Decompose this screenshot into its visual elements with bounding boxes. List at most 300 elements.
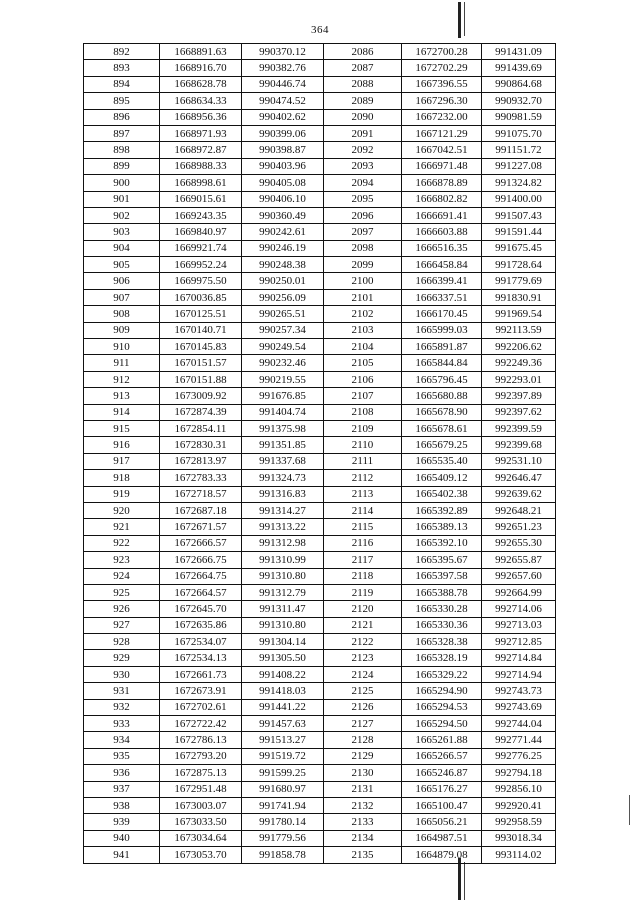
y-coordinate-cell: 990474.52 <box>242 93 324 109</box>
table-row <box>84 355 556 371</box>
x-coordinate-cell: 1673009.92 <box>160 388 242 404</box>
table-row <box>84 273 556 289</box>
table-row <box>84 470 556 486</box>
table-row <box>84 60 556 76</box>
y-coordinate-cell: 991780.14 <box>242 814 324 830</box>
x-coordinate-cell: 1673033.50 <box>160 814 242 830</box>
point-number-cell: 915 <box>84 420 160 436</box>
x-coordinate-cell: 1667296.30 <box>402 93 482 109</box>
x-coordinate-cell: 1666337.51 <box>402 289 482 305</box>
point-number-cell: 894 <box>84 76 160 92</box>
table-row <box>84 584 556 600</box>
y-coordinate-cell: 992744.04 <box>482 716 556 732</box>
point-number-cell: 911 <box>84 355 160 371</box>
x-coordinate-cell: 1668971.93 <box>160 125 242 141</box>
table-row <box>84 453 556 469</box>
x-coordinate-cell: 1672830.31 <box>160 437 242 453</box>
point-number-cell: 936 <box>84 765 160 781</box>
point-number-cell: 2099 <box>324 257 402 273</box>
y-coordinate-cell: 991418.03 <box>242 683 324 699</box>
x-coordinate-cell: 1670036.85 <box>160 289 242 305</box>
point-number-cell: 2096 <box>324 207 402 223</box>
x-coordinate-cell: 1668891.63 <box>160 44 242 60</box>
point-number-cell: 2132 <box>324 797 402 813</box>
x-coordinate-cell: 1665330.36 <box>402 617 482 633</box>
y-coordinate-cell: 990405.08 <box>242 175 324 191</box>
x-coordinate-cell: 1665402.38 <box>402 486 482 502</box>
x-coordinate-cell: 1665409.12 <box>402 470 482 486</box>
x-coordinate-cell: 1669243.35 <box>160 207 242 223</box>
point-number-cell: 923 <box>84 552 160 568</box>
y-coordinate-cell: 992771.44 <box>482 732 556 748</box>
y-coordinate-cell: 990242.61 <box>242 224 324 240</box>
y-coordinate-cell: 992657.60 <box>482 568 556 584</box>
point-number-cell: 2133 <box>324 814 402 830</box>
y-coordinate-cell: 990248.38 <box>242 257 324 273</box>
point-number-cell: 2107 <box>324 388 402 404</box>
x-coordinate-cell: 1669921.74 <box>160 240 242 256</box>
y-coordinate-cell: 990402.62 <box>242 109 324 125</box>
x-coordinate-cell: 1672534.07 <box>160 634 242 650</box>
x-coordinate-cell: 1672874.39 <box>160 404 242 420</box>
point-number-cell: 924 <box>84 568 160 584</box>
x-coordinate-cell: 1672813.97 <box>160 453 242 469</box>
y-coordinate-cell: 991441.22 <box>242 699 324 715</box>
table-row <box>84 519 556 535</box>
point-number-cell: 2128 <box>324 732 402 748</box>
x-coordinate-cell: 1669015.61 <box>160 191 242 207</box>
x-coordinate-cell: 1664879.08 <box>402 847 482 863</box>
point-number-cell: 2089 <box>324 93 402 109</box>
x-coordinate-cell: 1666878.89 <box>402 175 482 191</box>
table-row <box>84 634 556 650</box>
y-coordinate-cell: 991310.80 <box>242 568 324 584</box>
point-number-cell: 2113 <box>324 486 402 502</box>
y-coordinate-cell: 992655.30 <box>482 535 556 551</box>
y-coordinate-cell: 992743.73 <box>482 683 556 699</box>
x-coordinate-cell: 1670145.83 <box>160 339 242 355</box>
y-coordinate-cell: 991313.22 <box>242 519 324 535</box>
point-number-cell: 2095 <box>324 191 402 207</box>
x-coordinate-cell: 1672673.91 <box>160 683 242 699</box>
y-coordinate-cell: 991400.00 <box>482 191 556 207</box>
scan-artifact-mark <box>458 858 461 900</box>
y-coordinate-cell: 991439.69 <box>482 60 556 76</box>
x-coordinate-cell: 1668956.36 <box>160 109 242 125</box>
y-coordinate-cell: 991304.14 <box>242 634 324 650</box>
y-coordinate-cell: 992399.68 <box>482 437 556 453</box>
point-number-cell: 2088 <box>324 76 402 92</box>
y-coordinate-cell: 992293.01 <box>482 371 556 387</box>
point-number-cell: 928 <box>84 634 160 650</box>
y-coordinate-cell: 990981.59 <box>482 109 556 125</box>
x-coordinate-cell: 1672645.70 <box>160 601 242 617</box>
y-coordinate-cell: 991408.22 <box>242 666 324 682</box>
table-row <box>84 240 556 256</box>
x-coordinate-cell: 1665796.45 <box>402 371 482 387</box>
table-row <box>84 207 556 223</box>
y-coordinate-cell: 991311.47 <box>242 601 324 617</box>
x-coordinate-cell: 1666516.35 <box>402 240 482 256</box>
y-coordinate-cell: 991457.63 <box>242 716 324 732</box>
table-row <box>84 125 556 141</box>
table-row <box>84 830 556 846</box>
point-number-cell: 2119 <box>324 584 402 600</box>
x-coordinate-cell: 1665999.03 <box>402 322 482 338</box>
x-coordinate-cell: 1670151.57 <box>160 355 242 371</box>
y-coordinate-cell: 992397.89 <box>482 388 556 404</box>
table-row <box>84 502 556 518</box>
x-coordinate-cell: 1672786.13 <box>160 732 242 748</box>
x-coordinate-cell: 1665176.27 <box>402 781 482 797</box>
y-coordinate-cell: 991316.83 <box>242 486 324 502</box>
point-number-cell: 920 <box>84 502 160 518</box>
x-coordinate-cell: 1665679.25 <box>402 437 482 453</box>
point-number-cell: 2123 <box>324 650 402 666</box>
y-coordinate-cell: 992648.21 <box>482 502 556 518</box>
coordinate-table <box>83 43 556 864</box>
y-coordinate-cell: 991431.09 <box>482 44 556 60</box>
x-coordinate-cell: 1666170.45 <box>402 306 482 322</box>
point-number-cell: 927 <box>84 617 160 633</box>
point-number-cell: 893 <box>84 60 160 76</box>
point-number-cell: 2118 <box>324 568 402 584</box>
x-coordinate-cell: 1672702.29 <box>402 60 482 76</box>
x-coordinate-cell: 1665389.13 <box>402 519 482 535</box>
point-number-cell: 2104 <box>324 339 402 355</box>
table-row <box>84 306 556 322</box>
point-number-cell: 2093 <box>324 158 402 174</box>
point-number-cell: 2108 <box>324 404 402 420</box>
y-coordinate-cell: 992646.47 <box>482 470 556 486</box>
y-coordinate-cell: 990398.87 <box>242 142 324 158</box>
y-coordinate-cell: 993114.02 <box>482 847 556 863</box>
point-number-cell: 925 <box>84 584 160 600</box>
point-number-cell: 903 <box>84 224 160 240</box>
y-coordinate-cell: 990232.46 <box>242 355 324 371</box>
y-coordinate-cell: 992531.10 <box>482 453 556 469</box>
point-number-cell: 921 <box>84 519 160 535</box>
x-coordinate-cell: 1665261.88 <box>402 732 482 748</box>
x-coordinate-cell: 1665680.88 <box>402 388 482 404</box>
point-number-cell: 2110 <box>324 437 402 453</box>
point-number-cell: 895 <box>84 93 160 109</box>
point-number-cell: 910 <box>84 339 160 355</box>
y-coordinate-cell: 991591.44 <box>482 224 556 240</box>
point-number-cell: 2091 <box>324 125 402 141</box>
y-coordinate-cell: 992655.87 <box>482 552 556 568</box>
y-coordinate-cell: 991227.08 <box>482 158 556 174</box>
point-number-cell: 916 <box>84 437 160 453</box>
point-number-cell: 939 <box>84 814 160 830</box>
table-row <box>84 388 556 404</box>
y-coordinate-cell: 991351.85 <box>242 437 324 453</box>
point-number-cell: 912 <box>84 371 160 387</box>
x-coordinate-cell: 1669952.24 <box>160 257 242 273</box>
point-number-cell: 2102 <box>324 306 402 322</box>
y-coordinate-cell: 992743.69 <box>482 699 556 715</box>
y-coordinate-cell: 992249.36 <box>482 355 556 371</box>
table-row <box>84 404 556 420</box>
y-coordinate-cell: 990399.06 <box>242 125 324 141</box>
y-coordinate-cell: 992399.59 <box>482 420 556 436</box>
page-number: 364 <box>311 24 329 36</box>
x-coordinate-cell: 1665294.50 <box>402 716 482 732</box>
y-coordinate-cell: 991858.78 <box>242 847 324 863</box>
x-coordinate-cell: 1672534.13 <box>160 650 242 666</box>
x-coordinate-cell: 1672687.18 <box>160 502 242 518</box>
point-number-cell: 899 <box>84 158 160 174</box>
point-number-cell: 918 <box>84 470 160 486</box>
x-coordinate-cell: 1672664.75 <box>160 568 242 584</box>
table-row <box>84 158 556 174</box>
y-coordinate-cell: 991075.70 <box>482 125 556 141</box>
y-coordinate-cell: 991312.98 <box>242 535 324 551</box>
y-coordinate-cell: 991404.74 <box>242 404 324 420</box>
y-coordinate-cell: 990246.19 <box>242 240 324 256</box>
x-coordinate-cell: 1665100.47 <box>402 797 482 813</box>
x-coordinate-cell: 1666399.41 <box>402 273 482 289</box>
point-number-cell: 2116 <box>324 535 402 551</box>
point-number-cell: 904 <box>84 240 160 256</box>
scan-artifact-mark <box>464 862 465 900</box>
x-coordinate-cell: 1668634.33 <box>160 93 242 109</box>
point-number-cell: 2115 <box>324 519 402 535</box>
y-coordinate-cell: 992714.94 <box>482 666 556 682</box>
point-number-cell: 2127 <box>324 716 402 732</box>
y-coordinate-cell: 992920.41 <box>482 797 556 813</box>
x-coordinate-cell: 1672951.48 <box>160 781 242 797</box>
x-coordinate-cell: 1667396.55 <box>402 76 482 92</box>
y-coordinate-cell: 991675.45 <box>482 240 556 256</box>
point-number-cell: 902 <box>84 207 160 223</box>
x-coordinate-cell: 1670151.88 <box>160 371 242 387</box>
x-coordinate-cell: 1665397.58 <box>402 568 482 584</box>
point-number-cell: 2103 <box>324 322 402 338</box>
x-coordinate-cell: 1666691.41 <box>402 207 482 223</box>
table-row <box>84 797 556 813</box>
y-coordinate-cell: 993018.34 <box>482 830 556 846</box>
point-number-cell: 2111 <box>324 453 402 469</box>
table-row <box>84 568 556 584</box>
x-coordinate-cell: 1672875.13 <box>160 765 242 781</box>
point-number-cell: 2101 <box>324 289 402 305</box>
table-row <box>84 781 556 797</box>
x-coordinate-cell: 1665056.21 <box>402 814 482 830</box>
y-coordinate-cell: 991676.85 <box>242 388 324 404</box>
point-number-cell: 901 <box>84 191 160 207</box>
y-coordinate-cell: 990249.54 <box>242 339 324 355</box>
point-number-cell: 908 <box>84 306 160 322</box>
table-row <box>84 748 556 764</box>
point-number-cell: 922 <box>84 535 160 551</box>
point-number-cell: 2105 <box>324 355 402 371</box>
y-coordinate-cell: 990265.51 <box>242 306 324 322</box>
y-coordinate-cell: 990256.09 <box>242 289 324 305</box>
y-coordinate-cell: 991337.68 <box>242 453 324 469</box>
point-number-cell: 2124 <box>324 666 402 682</box>
table-row <box>84 552 556 568</box>
x-coordinate-cell: 1672783.33 <box>160 470 242 486</box>
y-coordinate-cell: 991680.97 <box>242 781 324 797</box>
point-number-cell: 937 <box>84 781 160 797</box>
point-number-cell: 941 <box>84 847 160 863</box>
point-number-cell: 935 <box>84 748 160 764</box>
point-number-cell: 2087 <box>324 60 402 76</box>
point-number-cell: 907 <box>84 289 160 305</box>
x-coordinate-cell: 1664987.51 <box>402 830 482 846</box>
point-number-cell: 938 <box>84 797 160 813</box>
x-coordinate-cell: 1667232.00 <box>402 109 482 125</box>
y-coordinate-cell: 990932.70 <box>482 93 556 109</box>
x-coordinate-cell: 1672666.57 <box>160 535 242 551</box>
y-coordinate-cell: 990446.74 <box>242 76 324 92</box>
x-coordinate-cell: 1668998.61 <box>160 175 242 191</box>
point-number-cell: 932 <box>84 699 160 715</box>
point-number-cell: 913 <box>84 388 160 404</box>
table-row <box>84 716 556 732</box>
table-row <box>84 732 556 748</box>
point-number-cell: 929 <box>84 650 160 666</box>
x-coordinate-cell: 1669975.50 <box>160 273 242 289</box>
y-coordinate-cell: 992639.62 <box>482 486 556 502</box>
x-coordinate-cell: 1665392.10 <box>402 535 482 551</box>
y-coordinate-cell: 991310.80 <box>242 617 324 633</box>
y-coordinate-cell: 991513.27 <box>242 732 324 748</box>
y-coordinate-cell: 991779.69 <box>482 273 556 289</box>
table-row <box>84 650 556 666</box>
table-row <box>84 699 556 715</box>
x-coordinate-cell: 1666802.82 <box>402 191 482 207</box>
table-row <box>84 683 556 699</box>
table-row <box>84 93 556 109</box>
x-coordinate-cell: 1668916.70 <box>160 60 242 76</box>
table-row <box>84 617 556 633</box>
table-row <box>84 535 556 551</box>
x-coordinate-cell: 1665392.89 <box>402 502 482 518</box>
point-number-cell: 898 <box>84 142 160 158</box>
y-coordinate-cell: 992856.10 <box>482 781 556 797</box>
point-number-cell: 919 <box>84 486 160 502</box>
y-coordinate-cell: 992713.03 <box>482 617 556 633</box>
point-number-cell: 2090 <box>324 109 402 125</box>
point-number-cell: 2122 <box>324 634 402 650</box>
table-row <box>84 601 556 617</box>
y-coordinate-cell: 991779.56 <box>242 830 324 846</box>
point-number-cell: 2121 <box>324 617 402 633</box>
x-coordinate-cell: 1668972.87 <box>160 142 242 158</box>
x-coordinate-cell: 1665329.22 <box>402 666 482 682</box>
x-coordinate-cell: 1665891.87 <box>402 339 482 355</box>
x-coordinate-cell: 1665246.87 <box>402 765 482 781</box>
y-coordinate-cell: 990403.96 <box>242 158 324 174</box>
table-row <box>84 175 556 191</box>
y-coordinate-cell: 992714.84 <box>482 650 556 666</box>
x-coordinate-cell: 1665294.90 <box>402 683 482 699</box>
y-coordinate-cell: 991375.98 <box>242 420 324 436</box>
point-number-cell: 2100 <box>324 273 402 289</box>
y-coordinate-cell: 990360.49 <box>242 207 324 223</box>
point-number-cell: 2092 <box>324 142 402 158</box>
x-coordinate-cell: 1667121.29 <box>402 125 482 141</box>
x-coordinate-cell: 1672793.20 <box>160 748 242 764</box>
x-coordinate-cell: 1672854.11 <box>160 420 242 436</box>
x-coordinate-cell: 1668988.33 <box>160 158 242 174</box>
x-coordinate-cell: 1666603.88 <box>402 224 482 240</box>
point-number-cell: 909 <box>84 322 160 338</box>
y-coordinate-cell: 990382.76 <box>242 60 324 76</box>
point-number-cell: 2114 <box>324 502 402 518</box>
y-coordinate-cell: 990250.01 <box>242 273 324 289</box>
x-coordinate-cell: 1673034.64 <box>160 830 242 846</box>
x-coordinate-cell: 1666458.84 <box>402 257 482 273</box>
point-number-cell: 2097 <box>324 224 402 240</box>
y-coordinate-cell: 992397.62 <box>482 404 556 420</box>
table-row <box>84 257 556 273</box>
x-coordinate-cell: 1672666.75 <box>160 552 242 568</box>
x-coordinate-cell: 1665395.67 <box>402 552 482 568</box>
point-number-cell: 2131 <box>324 781 402 797</box>
point-number-cell: 2129 <box>324 748 402 764</box>
y-coordinate-cell: 991741.94 <box>242 797 324 813</box>
y-coordinate-cell: 991312.79 <box>242 584 324 600</box>
y-coordinate-cell: 991830.91 <box>482 289 556 305</box>
y-coordinate-cell: 991599.25 <box>242 765 324 781</box>
y-coordinate-cell: 991324.82 <box>482 175 556 191</box>
y-coordinate-cell: 991151.72 <box>482 142 556 158</box>
y-coordinate-cell: 991305.50 <box>242 650 324 666</box>
table-row <box>84 109 556 125</box>
y-coordinate-cell: 991324.73 <box>242 470 324 486</box>
y-coordinate-cell: 992651.23 <box>482 519 556 535</box>
x-coordinate-cell: 1672635.86 <box>160 617 242 633</box>
point-number-cell: 900 <box>84 175 160 191</box>
x-coordinate-cell: 1665535.40 <box>402 453 482 469</box>
scan-artifact-mark <box>629 795 630 825</box>
point-number-cell: 905 <box>84 257 160 273</box>
x-coordinate-cell: 1672700.28 <box>402 44 482 60</box>
point-number-cell: 2134 <box>324 830 402 846</box>
y-coordinate-cell: 991314.27 <box>242 502 324 518</box>
x-coordinate-cell: 1666971.48 <box>402 158 482 174</box>
x-coordinate-cell: 1672661.73 <box>160 666 242 682</box>
table-row <box>84 142 556 158</box>
table-row <box>84 847 556 863</box>
table-row <box>84 437 556 453</box>
y-coordinate-cell: 991519.72 <box>242 748 324 764</box>
x-coordinate-cell: 1665294.53 <box>402 699 482 715</box>
table-row <box>84 191 556 207</box>
x-coordinate-cell: 1672702.61 <box>160 699 242 715</box>
table-row <box>84 339 556 355</box>
point-number-cell: 2130 <box>324 765 402 781</box>
point-number-cell: 2098 <box>324 240 402 256</box>
point-number-cell: 906 <box>84 273 160 289</box>
y-coordinate-cell: 992714.06 <box>482 601 556 617</box>
table-row <box>84 322 556 338</box>
point-number-cell: 2109 <box>324 420 402 436</box>
table-row <box>84 814 556 830</box>
point-number-cell: 926 <box>84 601 160 617</box>
x-coordinate-cell: 1672718.57 <box>160 486 242 502</box>
table-row <box>84 420 556 436</box>
point-number-cell: 2112 <box>324 470 402 486</box>
x-coordinate-cell: 1665678.90 <box>402 404 482 420</box>
x-coordinate-cell: 1668628.78 <box>160 76 242 92</box>
table-row <box>84 224 556 240</box>
point-number-cell: 892 <box>84 44 160 60</box>
table-row <box>84 371 556 387</box>
